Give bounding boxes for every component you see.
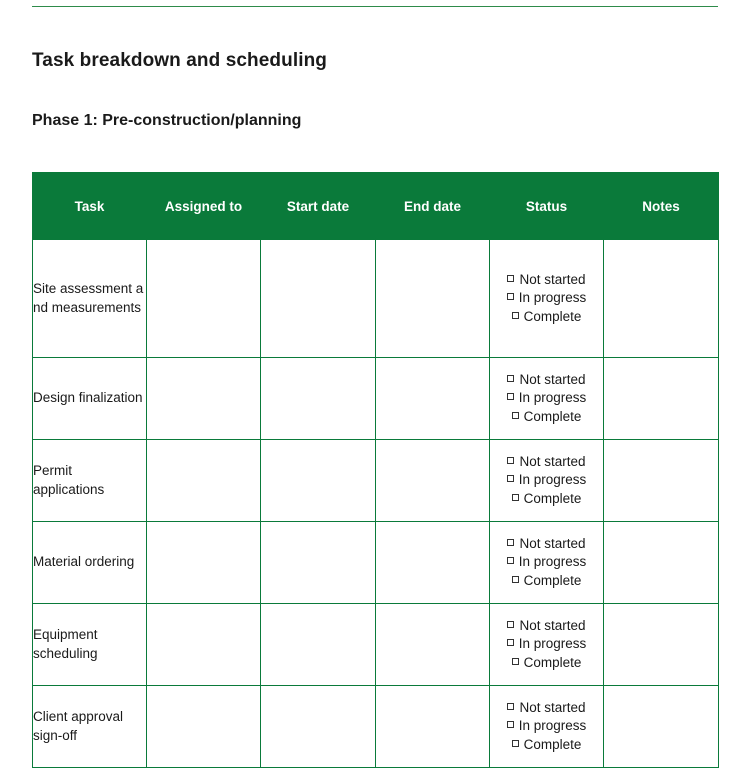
notes-cell[interactable]: [604, 358, 719, 440]
end-date-cell[interactable]: [376, 522, 490, 604]
status-cell: [490, 604, 604, 686]
status-option[interactable]: [490, 572, 603, 590]
status-option[interactable]: [490, 553, 603, 571]
table-row: [33, 686, 719, 768]
assigned-to-cell[interactable]: [147, 440, 261, 522]
task-cell: Client approval sign-off: [33, 686, 147, 768]
task-cell: Site assessment and measurements: [33, 240, 147, 358]
status-option[interactable]: [490, 408, 603, 426]
notes-cell[interactable]: [604, 686, 719, 768]
header-assigned-to: Assigned to: [147, 173, 261, 240]
table-row: [33, 358, 719, 440]
header-start-date: Start date: [261, 173, 376, 240]
status-option-label: In progress: [518, 554, 587, 570]
status-option[interactable]: [490, 617, 603, 635]
assigned-to-cell[interactable]: [147, 522, 261, 604]
status-option[interactable]: [490, 389, 603, 407]
start-date-cell[interactable]: [261, 604, 376, 686]
status-cell: [490, 522, 604, 604]
task-cell: Material ordering: [33, 522, 147, 604]
status-option[interactable]: [490, 699, 603, 717]
checkbox-icon[interactable]: [507, 293, 514, 300]
start-date-cell[interactable]: [261, 358, 376, 440]
table-row: [33, 604, 719, 686]
checkbox-icon[interactable]: [507, 621, 514, 628]
start-date-cell[interactable]: [261, 686, 376, 768]
status-option[interactable]: [490, 289, 603, 307]
status-option[interactable]: [490, 453, 603, 471]
header-status: Status: [490, 173, 604, 240]
status-cell: [490, 358, 604, 440]
top-divider: [32, 6, 718, 7]
phase-title: Phase 1: Pre-construction/planning: [32, 112, 302, 129]
checkbox-icon[interactable]: [512, 312, 519, 319]
header-notes: Notes: [604, 173, 719, 240]
checkbox-icon[interactable]: [507, 557, 514, 564]
checkbox-icon[interactable]: [507, 475, 514, 482]
status-option[interactable]: [490, 535, 603, 553]
status-option-label: Complete: [523, 308, 582, 324]
checkbox-icon[interactable]: [507, 275, 514, 282]
table-row: [33, 522, 719, 604]
checkbox-icon[interactable]: [512, 658, 519, 665]
start-date-cell[interactable]: [261, 440, 376, 522]
status-option[interactable]: [490, 490, 603, 508]
checkbox-icon[interactable]: [512, 412, 519, 419]
schedule-table: [32, 172, 719, 768]
notes-cell[interactable]: [604, 522, 719, 604]
status-option[interactable]: [490, 471, 603, 489]
end-date-cell[interactable]: [376, 358, 490, 440]
end-date-cell[interactable]: [376, 240, 490, 358]
assigned-to-cell[interactable]: [147, 358, 261, 440]
header-task: Task: [33, 173, 147, 240]
status-option-label: Complete: [523, 490, 582, 506]
checkbox-icon[interactable]: [507, 703, 514, 710]
status-option[interactable]: [490, 654, 603, 672]
status-option-label: In progress: [518, 390, 587, 406]
checkbox-icon[interactable]: [507, 457, 514, 464]
end-date-cell[interactable]: [376, 440, 490, 522]
start-date-cell[interactable]: [261, 240, 376, 358]
start-date-cell[interactable]: [261, 522, 376, 604]
status-option-label: In progress: [518, 290, 587, 306]
checkbox-icon[interactable]: [507, 375, 514, 382]
section-title: Task breakdown and scheduling: [32, 50, 327, 71]
checkbox-icon[interactable]: [507, 393, 514, 400]
checkbox-icon[interactable]: [512, 576, 519, 583]
status-option-label: Complete: [523, 654, 582, 670]
checkbox-icon[interactable]: [507, 721, 514, 728]
status-cell: [490, 240, 604, 358]
notes-cell[interactable]: [604, 240, 719, 358]
task-cell: Design finalization: [33, 358, 147, 440]
status-option[interactable]: [490, 308, 603, 326]
status-option-label: Not started: [519, 454, 586, 470]
header-end-date: End date: [376, 173, 490, 240]
table-header-row: [33, 173, 719, 240]
status-option-label: In progress: [518, 718, 587, 734]
status-option-label: Complete: [523, 408, 582, 424]
status-option[interactable]: [490, 371, 603, 389]
notes-cell[interactable]: [604, 440, 719, 522]
status-option-label: Complete: [523, 572, 582, 588]
status-cell: [490, 686, 604, 768]
status-option-label: Not started: [519, 700, 586, 716]
status-option-label: Complete: [523, 736, 582, 752]
status-option[interactable]: [490, 736, 603, 754]
task-cell: Equipment scheduling: [33, 604, 147, 686]
assigned-to-cell[interactable]: [147, 240, 261, 358]
assigned-to-cell[interactable]: [147, 686, 261, 768]
status-option-label: Not started: [519, 618, 586, 634]
checkbox-icon[interactable]: [512, 740, 519, 747]
status-option-label: In progress: [518, 472, 587, 488]
table-row: [33, 440, 719, 522]
checkbox-icon[interactable]: [507, 639, 514, 646]
task-cell: Permit applications: [33, 440, 147, 522]
status-option[interactable]: [490, 271, 603, 289]
notes-cell[interactable]: [604, 604, 719, 686]
status-option[interactable]: [490, 635, 603, 653]
end-date-cell[interactable]: [376, 604, 490, 686]
status-option-label: Not started: [519, 272, 586, 288]
table-row: [33, 240, 719, 358]
assigned-to-cell[interactable]: [147, 604, 261, 686]
end-date-cell[interactable]: [376, 686, 490, 768]
checkbox-icon[interactable]: [512, 494, 519, 501]
status-option-label: Not started: [519, 372, 586, 388]
status-option-label: In progress: [518, 636, 587, 652]
status-option-label: Not started: [519, 536, 586, 552]
checkbox-icon[interactable]: [507, 539, 514, 546]
status-option[interactable]: [490, 717, 603, 735]
status-cell: [490, 440, 604, 522]
